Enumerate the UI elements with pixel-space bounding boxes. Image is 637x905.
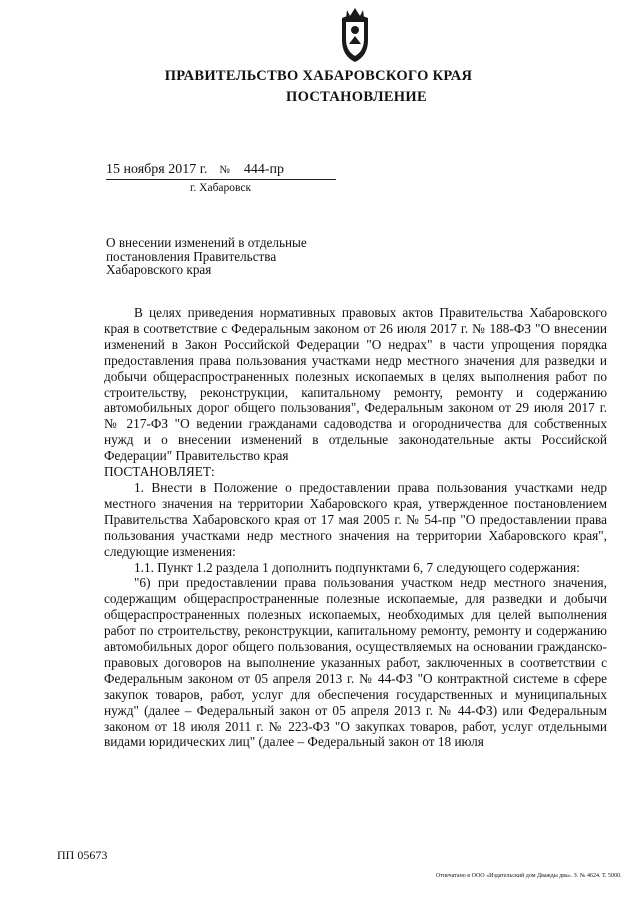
printer-imprint: Отпечатано в ООО «Издательский дом Дважды два». З. № 4624. Т. 5000.: [436, 873, 622, 879]
item-1-1-paragraph: 1.1. Пункт 1.2 раздела 1 дополнить подпунктами 6, 7 следующего содержания:: [134, 559, 580, 575]
document-number: 444-пр: [243, 162, 285, 177]
document-body: [104, 305, 607, 750]
document-date: 15 ноября 2017 г.: [106, 162, 208, 177]
organization-name: ПРАВИТЕЛЬСТВО ХАБАРОВСКОГО КРАЯ: [164, 68, 473, 84]
preamble-paragraph: В целях приведения нормативных правовых актов Правительства Хабаровского края в соответствие с Федеральным законом от 26 июля 2017 г. № 188-ФЗ "О внесении изменений в Закон Российской Федерации "О недрах" в части упрощения порядка предоставления права пользования участками недр местного значения для разведки и добычи общераспространенных полезных ископаемых в целях выполнения работ по строительству, реконструкции, капитальному ремонту, ремонту и содержанию автомобильных дорог общего пользования", Федеральным законом от 29 июля 2017 г. № 217-ФЗ "О ведении гражданами садоводства и огородничества для собственных нужд и о внесении изменений в отдельные законодательные акты Российской Федерации" Правительство края: [104, 305, 607, 464]
coat-of-arms-icon: [334, 6, 376, 66]
footer-code: ПП 05673: [57, 848, 108, 862]
date-underline: [106, 179, 336, 180]
decree-word: ПОСТАНОВЛЯЕТ:: [104, 464, 215, 480]
number-label: №: [219, 164, 230, 176]
date-number-line: [106, 162, 284, 178]
item-6-paragraph: "6) при предоставлении права пользования участком недр местного значения, содержащим общераспространенные полезные ископаемые, для разведки и добычи общераспространенных полезных ископаемых, необходимых для целей выполнения работ по строительству, реконструкции, капитальному ремонту, ремонту и содержанию автомобильных дорог общего пользования, осуществляемых на основании гражданско-правовых договоров на выполнение указанных работ, заключенных в соответствии с Федеральным законом от 05 апреля 2013 г. № 44-ФЗ "О контрактной системе в сфере закупок товаров, работ, услуг для обеспечения государственных и муниципальных нужд" (далее – Федеральный закон от 05 апреля 2013 г. № 44-ФЗ) или Федеральным законом от 18 июля 2011 г. № 223-ФЗ "О закупках товаров, работ, услуг отдельными видами юридических лиц" (далее – Федеральный закон от 18 июля: [104, 575, 607, 750]
document-subject: О внесении изменений в отдельные постановления Правительства Хабаровского края: [106, 235, 307, 278]
city: г. Хабаровск: [190, 182, 252, 194]
document-type: ПОСТАНОВЛЕНИЕ: [286, 89, 427, 105]
item-1-paragraph: 1. Внести в Положение о предоставлении права пользования участками недр местного значения на территории Хабаровского края, утвержденное постановлением Правительства Хабаровского края от 17 мая 2005 г. № 54-пр "О предоставлении права пользования участками недр местного значения на территории Хабаровского края", следующие изменения:: [104, 479, 607, 559]
